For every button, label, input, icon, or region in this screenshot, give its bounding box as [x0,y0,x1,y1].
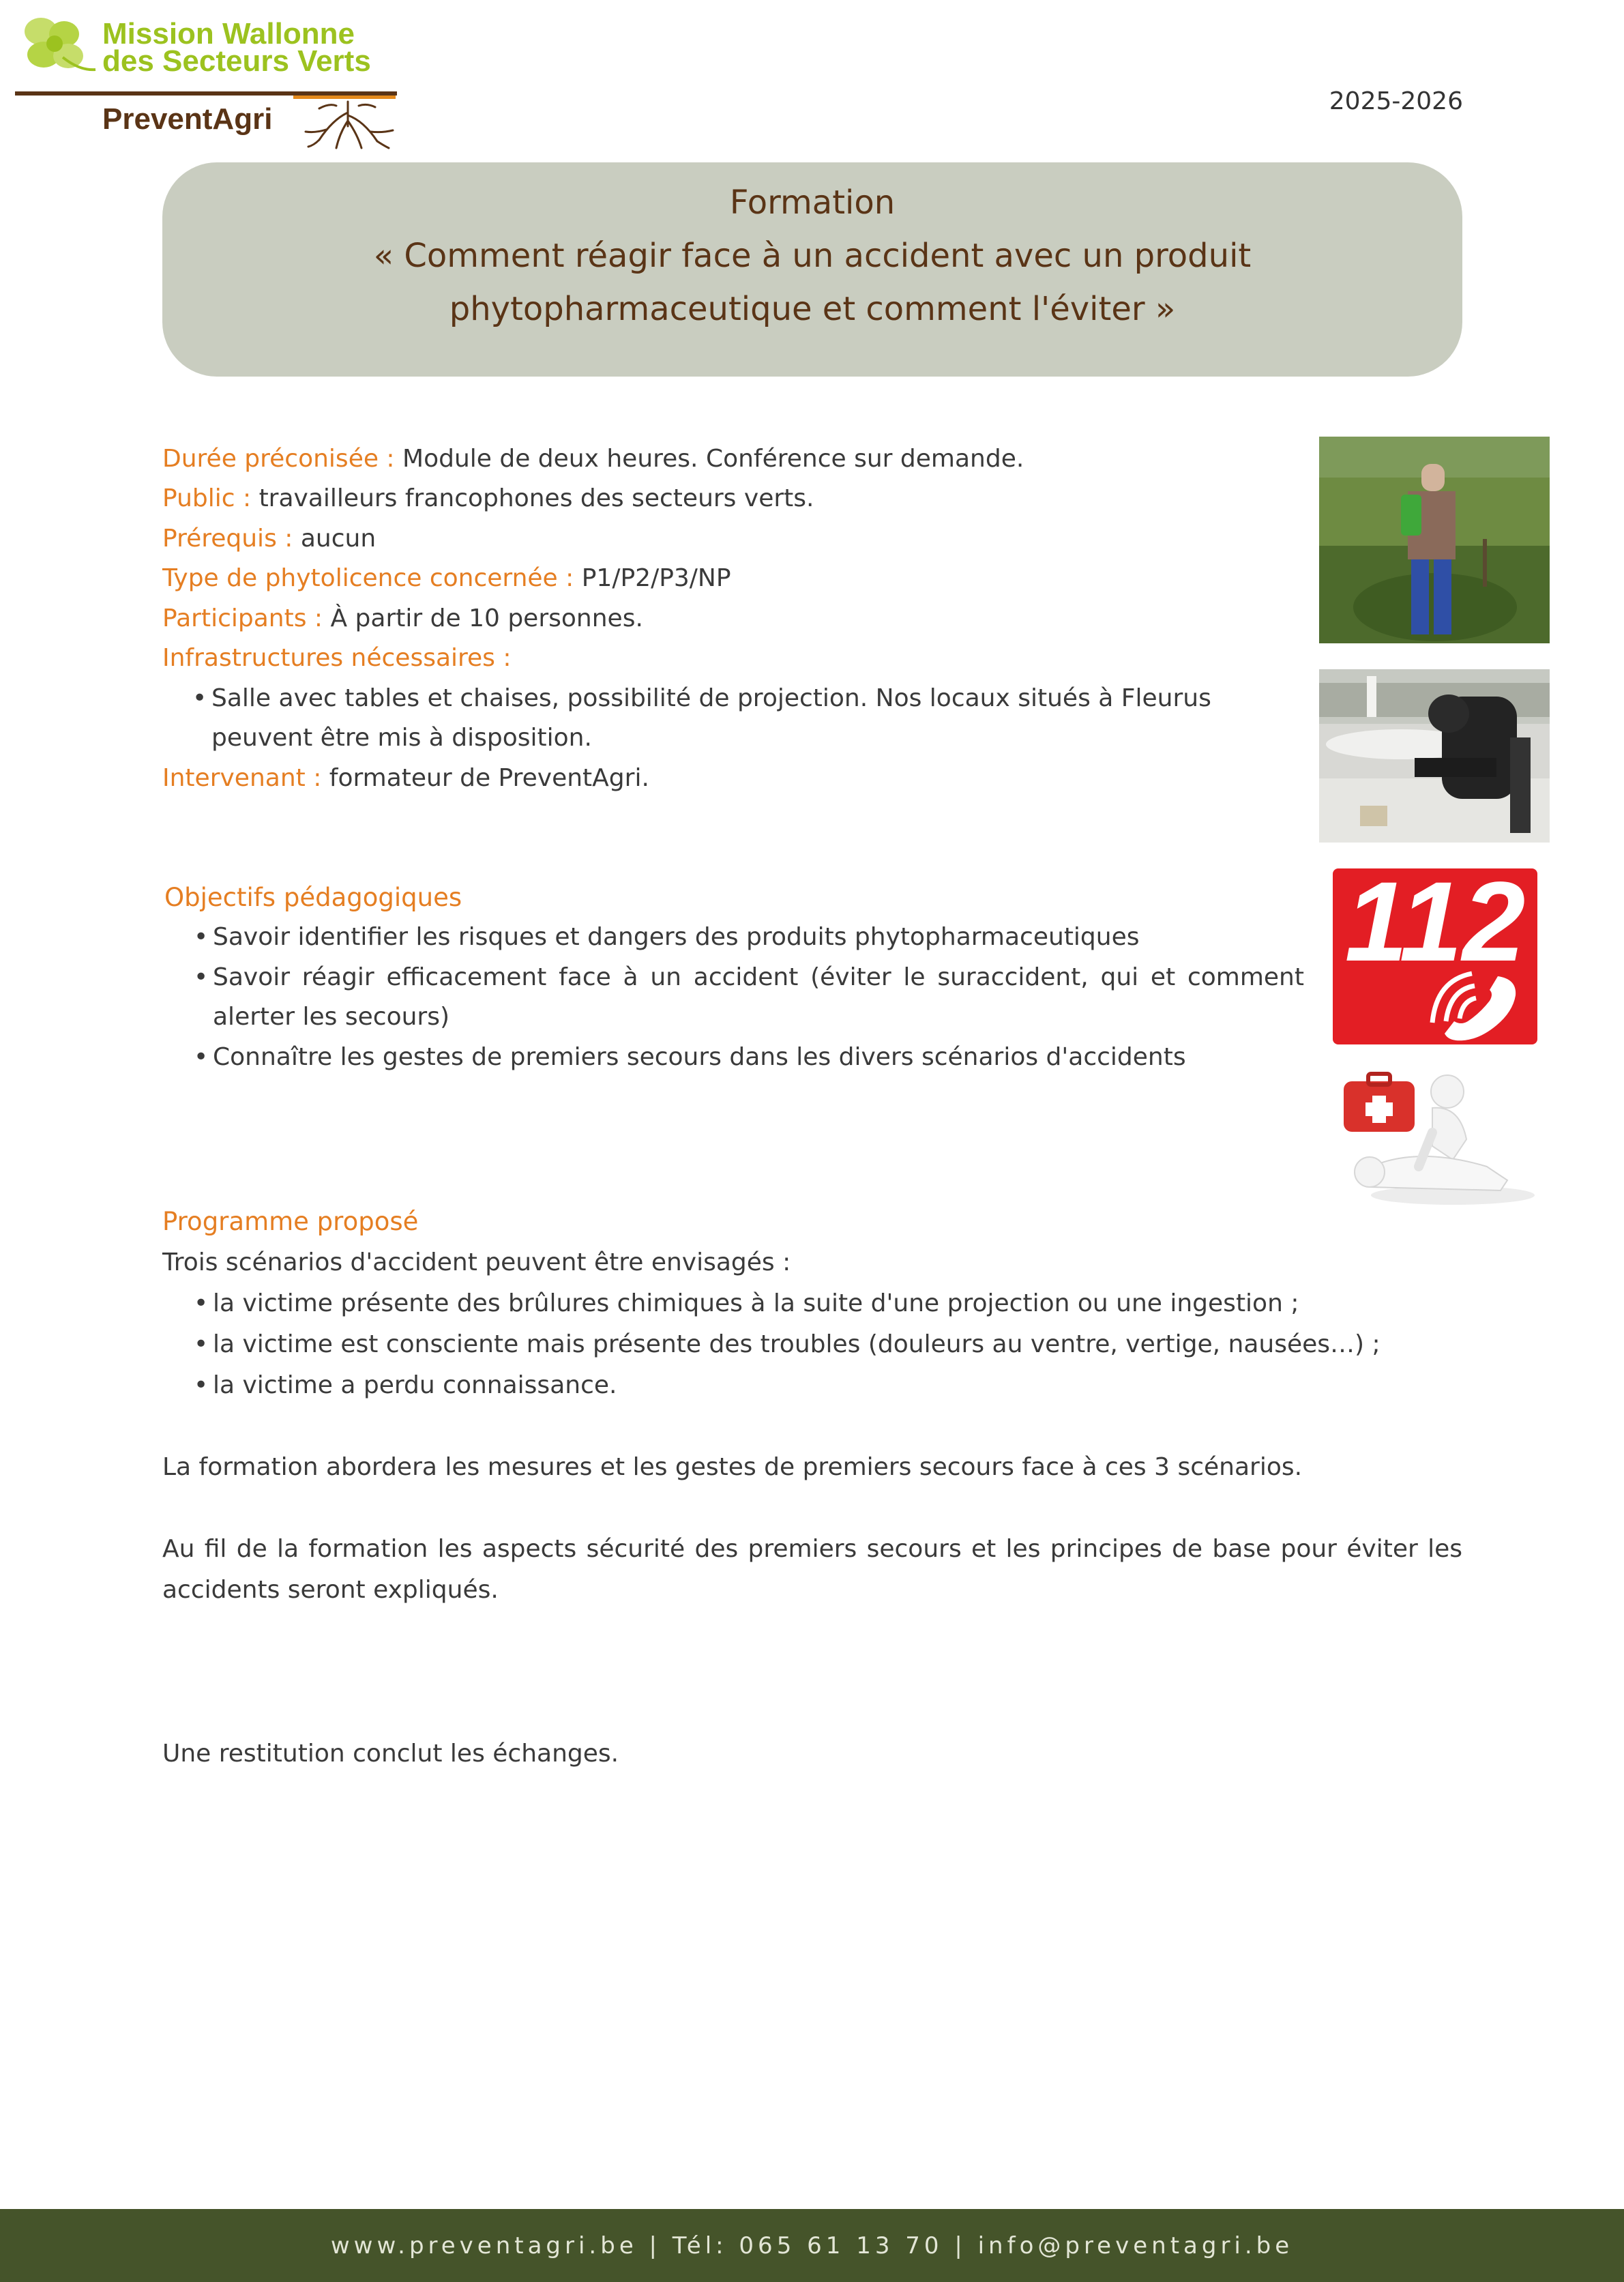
public-value: travailleurs francophones des secteurs verts. [251,484,814,512]
logo-title-line1: Mission Wallonne [102,17,355,50]
info-prerequis [162,519,376,559]
phytolicence-label: Type de phytolicence concernée : [162,564,574,592]
objectif-1: Savoir identifier les risques et dangers des produits phytopharmaceutiques [213,923,1140,951]
phone-icon [1421,971,1531,1044]
sprayer-photo [1319,437,1550,643]
duree-label: Durée préconisée : [162,445,395,473]
clover-logo-icon [15,10,104,78]
training-room-photo [1319,669,1550,843]
title-formation: Formation [729,184,896,222]
roots-logo-icon [299,99,398,151]
objectif-2-line2: alerter les secours) [213,1003,450,1031]
info-participants [162,599,643,639]
first-aid-kit-icon [1344,1074,1415,1132]
intervenant-value: formateur de PreventAgri. [321,764,649,792]
footer-contact: www.preventagri.be | Tél: 065 61 13 70 | info@preventagri.be [330,2232,1294,2259]
first-aid-illustration [1330,1064,1535,1208]
emergency-112-badge [1333,868,1537,1044]
school-year: 2025-2026 [1329,87,1463,115]
bullet-dot: • [194,923,209,951]
objectifs-heading: Objectifs pédagogiques [164,883,462,912]
participants-value: À partir de 10 personnes. [323,604,643,632]
infra-line2: peuvent être mis à disposition. [211,724,592,752]
intervenant-label: Intervenant : [162,764,322,792]
info-duree [162,439,1024,479]
footer [0,2209,1624,2282]
logo-title-line2: des Secteurs Verts [102,44,371,78]
duree-value: Module de deux heures. Conférence sur demande. [394,445,1024,473]
scenario-1: la victime présente des brûlures chimiques à la suite d'une projection ou une ingestion ; [213,1289,1299,1317]
title-content [162,162,1462,377]
info-public [162,479,814,518]
info-intervenant [162,759,649,798]
bullet-dot: • [194,1371,209,1399]
bullet-dot: • [192,684,207,712]
prerequis-value: aucun [293,525,377,553]
infra-line1: Salle avec tables et chaises, possibilité de projection. Nos locaux situés à Fleurus [211,684,1211,712]
prerequis-label: Prérequis : [162,525,293,553]
programme-paragraph-2-line2: accidents seront expliqués. [162,1576,499,1604]
info-phytolicence [162,559,731,598]
phytolicence-value: P1/P2/P3/NP [574,564,731,592]
participants-label: Participants : [162,604,323,632]
programme-paragraph-2-line1: Au fil de la formation les aspects sécurité des premiers secours et les principes de base pour éviter les [162,1535,1462,1563]
scenario-3: la victime a perdu connaissance. [213,1371,617,1399]
badge-112-number: 112 [1344,868,1526,985]
programme-heading: Programme proposé [162,1207,419,1236]
objectif-3: Connaître les gestes de premiers secours dans les divers scénarios d'accidents [213,1043,1186,1071]
programme-conclusion: Une restitution conclut les échanges. [162,1740,619,1768]
info-infra-label: Infrastructures nécessaires : [162,644,512,672]
bullet-dot: • [194,1330,209,1358]
title-line2: « Comment réagir face à un accident avec un produit [373,237,1252,275]
logo-brand-name: PreventAgri [102,102,273,136]
scenario-2: la victime est consciente mais présente des troubles (douleurs au ventre, vertige, nausées…) ; [213,1330,1381,1358]
programme-intro: Trois scénarios d'accident peuvent être envisagés : [162,1248,791,1276]
programme-paragraph-1: La formation abordera les mesures et les gestes de premiers secours face à ces 3 scénarios. [162,1453,1303,1481]
title-line3: phytopharmaceutique et comment l'éviter » [449,290,1176,328]
bullet-dot: • [194,1043,209,1071]
objectif-2-line1: Savoir réagir efficacement face à un accident (éviter le suraccident, qui et comment [213,963,1304,991]
bullet-dot: • [194,963,209,991]
bullet-dot: • [194,1289,209,1317]
public-label: Public : [162,484,252,512]
